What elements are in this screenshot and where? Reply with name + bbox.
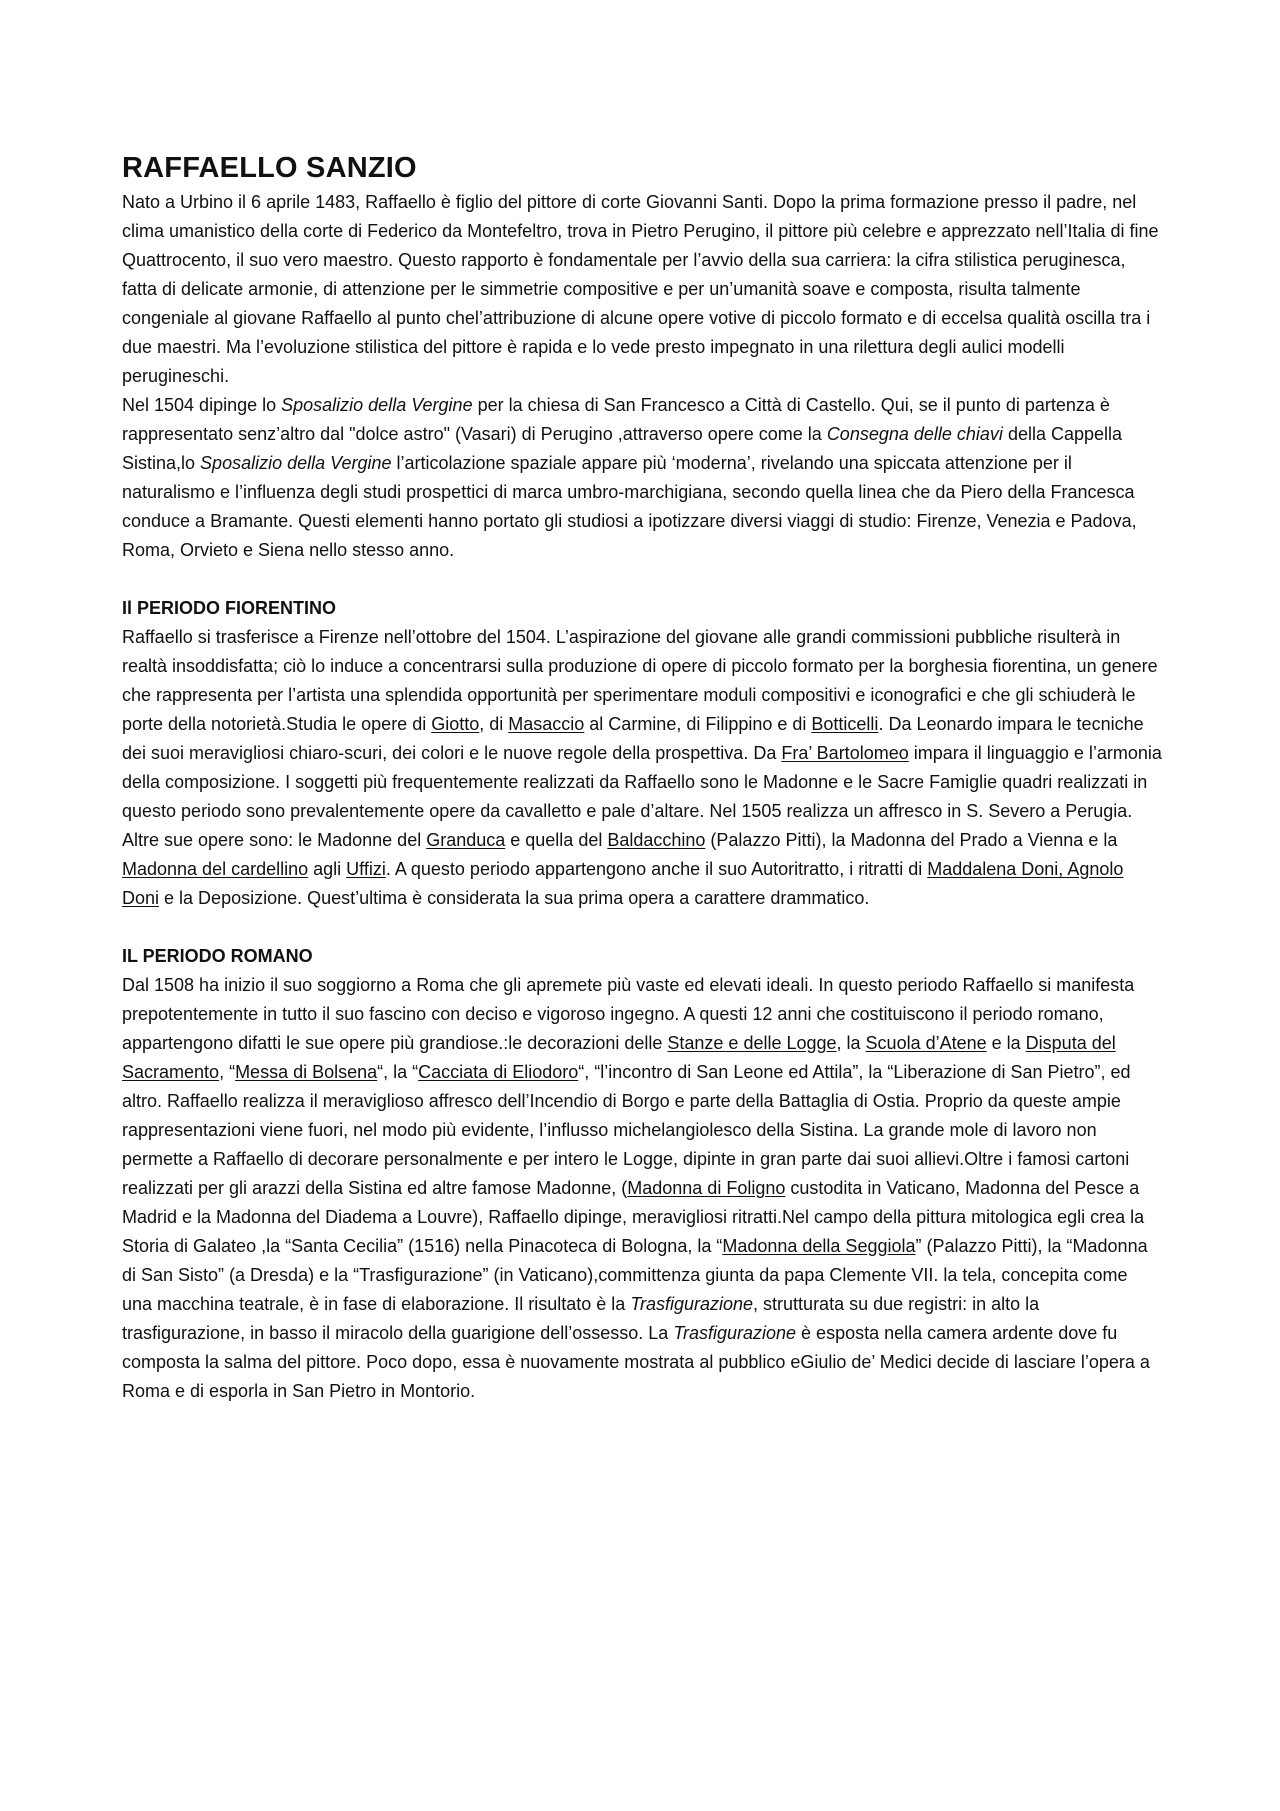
text-run: e la Deposizione. Quest’ultima è considerata la sua prima opera a carattere drammatico. xyxy=(159,888,870,908)
link-messa-bolsena[interactable]: Messa di Bolsena xyxy=(235,1062,378,1082)
text-run: (Palazzo Pitti), la Madonna del Prado a Vienna e la xyxy=(705,830,1118,850)
intro-section xyxy=(122,188,1162,565)
text-run: agli xyxy=(308,859,347,879)
link-maddalena-agnolo-doni[interactable]: Maddalena Doni, Agnolo Doni xyxy=(122,859,1124,908)
link-baldacchino[interactable]: Baldacchino xyxy=(607,830,706,850)
document-title: RAFFAELLO SANZIO xyxy=(122,152,417,184)
text-run: per la chiesa di San Francesco a Città di Castello. Qui, se il punto di partenza è rappresentato senz’altro dal "dolce astro" (Vasari) di Perugino ,attraverso opere come la xyxy=(122,395,1110,444)
text-run: e quella del xyxy=(505,830,608,850)
text-run: impara il linguaggio e l’armonia della composizione. I soggetti più frequentemente realizzati da Raffaello sono le Madonne e le Sacre Famiglie quadri realizzati in questo periodo sono prevalentemente opere da cavalletto e pale d’altare. Nel 1505 realizza un affresco in S. Severo a Perugia. Altre sue opere sono: le Madonne del xyxy=(122,743,1162,850)
text-run: , di xyxy=(479,714,509,734)
florence-paragraph xyxy=(122,623,1162,913)
link-madonna-cardellino[interactable]: Madonna del cardellino xyxy=(122,859,309,879)
link-cacciata-eliodoro[interactable]: Cacciata di Eliodoro xyxy=(418,1062,579,1082)
link-granduca[interactable]: Granduca xyxy=(426,830,506,850)
link-botticelli[interactable]: Botticelli xyxy=(811,714,879,734)
link-madonna-seggiola[interactable]: Madonna della Seggiola xyxy=(722,1236,916,1256)
text-run: è esposta nella camera ardente dove fu composta la salma del pittore. Poco dopo, essa è nuovamente mostrata al pubblico eGiulio de’ Medici decide di lasciare l’opera a Roma e di esporla in San Pietro in Montorio. xyxy=(122,1323,1150,1401)
link-disputa-sacramento[interactable]: Disputa del Sacramento xyxy=(122,1033,1116,1082)
section-heading-florence: Il PERIODO FIORENTINO xyxy=(122,598,337,618)
rome-section xyxy=(122,942,1162,1406)
link-fra-bartolomeo[interactable]: Fra’ Bartolomeo xyxy=(781,743,909,763)
artwork-title: Sposalizio della Vergine xyxy=(200,453,392,473)
text-run: , “ xyxy=(219,1062,236,1082)
artwork-title: Sposalizio della Vergine xyxy=(281,395,473,415)
section-heading-rome: IL PERIODO ROMANO xyxy=(122,946,313,966)
artwork-title: Consegna delle chiavi xyxy=(826,424,1003,444)
text-run: . A questo periodo appartengono anche il suo Autoritratto, i ritratti di xyxy=(385,859,928,879)
text-run: Raffaello si trasferisce a Firenze nell’ottobre del 1504. L’aspirazione del giovane alle grandi commissioni pubbliche risulterà in realtà insoddisfatta; ciò lo induce a concentrarsi sulla produzione di opere di piccolo formato per la borghesia fiorentina, un genere che rappresenta per l’artista una splendida opportunità per sperimentare moduli compositivi e iconografici e che gli schiuderà le porte della notorietà.Studia le opere di xyxy=(122,627,1158,734)
link-giotto[interactable]: Giotto xyxy=(431,714,480,734)
text-run: , la xyxy=(836,1033,866,1053)
text-run: al Carmine, di Filippino e di xyxy=(584,714,812,734)
text-run: “, “l’incontro di San Leone ed Attila”, la “Liberazione di San Pietro”, ed altro. Raffaello realizza il meraviglioso affresco dell’Incendio di Borgo e parte della Battaglia di Ostia. Proprio da queste ampie rappresentazioni viene fuori, nel modo più evidente, l’influsso michelangiolesco della Sistina. La grande mole di lavoro non permette a Raffaello di decorare personalmente e per intero le Logge, dipinte in gran parte dai suoi allievi.Oltre i famosi cartoni realizzati per gli arazzi della Sistina ed altre famose Madonne, ( xyxy=(122,1062,1131,1198)
link-uffizi[interactable]: Uffizi xyxy=(346,859,386,879)
link-scuola-atene[interactable]: Scuola d’Atene xyxy=(865,1033,987,1053)
text-run: . Da Leonardo impara le tecniche dei suoi meravigliosi chiaro-scuri, dei colori e le nuove regole della prospettiva. Da xyxy=(122,714,1144,763)
florence-section xyxy=(122,594,1162,913)
intro-paragraph: Nato a Urbino il 6 aprile 1483, Raffaello è figlio del pittore di corte Giovanni Santi. Dopo la prima formazione presso il padre, nel clima umanistico della corte di Federico da Montefeltro, trova in Pietro Perugino, il pittore più celebre e apprezzato nell’Italia di fine Quattrocento, il suo vero maestro. Questo rapporto è fondamentale per l’avvio della sua carriera: la cifra stilistica peruginesca, fatta di delicate armonie, di attenzione per le simmetrie compositive e per un’umanità soave e composta, risulta talmente congeniale al giovane Raffaello al punto chel’attribuzione di alcune opere votive di piccolo formato e di eccelsa qualità oscilla tra i due maestri. Ma l’evoluzione stilistica del pittore è rapida e lo vede presto impegnato in una rilettura degli aulici modelli perugineschi. xyxy=(122,192,1159,386)
text-run: Nel 1504 dipinge lo xyxy=(122,395,282,415)
text-run: custodita in Vaticano, Madonna del Pesce a Madrid e la Madonna del Diadema a Louvre), Raffaello dipinge, meravigliosi ritratti.Nel campo della pittura mitologica egli crea la Storia di Galateo ,la “Santa Cecilia” (1516) nella Pinacoteca di Bologna, la “ xyxy=(122,1178,1145,1256)
text-run: , strutturata su due registri: in alto la trasfigurazione, in basso il miracolo della guarigione dell’ossesso. La xyxy=(122,1294,1040,1343)
artwork-title: Trasfigurazione xyxy=(673,1323,797,1343)
text-run: e la xyxy=(986,1033,1026,1053)
text-run: ” (Palazzo Pitti), la “Madonna di San Sisto” (a Dresda) e la “Trasfigurazione” (in Vaticano),committenza giunta da papa Clemente VII. la tela, concepita come una macchina teatrale, è in fase di elaborazione. Il risultato è la xyxy=(122,1236,1148,1314)
text-run: l’articolazione spaziale appare più ‘moderna’, rivelando una spiccata attenzione per il naturalismo e l’influenza degli studi prospettici di marca umbro-marchigiana, secondo quella linea che da Piero della Francesca conduce a Bramante. Questi elementi hanno portato gli studiosi a ipotizzare diversi viaggi di studio: Firenze, Venezia e Padova, Roma, Orvieto e Siena nello stesso anno. xyxy=(122,453,1137,560)
link-madonna-foligno[interactable]: Madonna di Foligno xyxy=(627,1178,786,1198)
text-run: “, la “ xyxy=(377,1062,419,1082)
rome-paragraph xyxy=(122,971,1162,1406)
text-run: Dal 1508 ha inizio il suo soggiorno a Roma che gli apremete più vaste ed elevati ideali. In questo periodo Raffaello si manifesta prepotentemente in tutto il suo fascino con deciso e vigoroso ingegno. A questi 12 anni che costituiscono il periodo romano, appartengono difatti le sue opere più grandiose.:le decorazioni delle xyxy=(122,975,1135,1053)
intro-paragraph-2 xyxy=(122,391,1162,565)
link-masaccio[interactable]: Masaccio xyxy=(508,714,585,734)
text-run: della Cappella Sistina,lo xyxy=(122,424,1123,473)
link-stanze-logge[interactable]: Stanze e delle Logge xyxy=(667,1033,837,1053)
artwork-title: Trasfigurazione xyxy=(630,1294,754,1314)
document-page xyxy=(122,150,1162,1406)
